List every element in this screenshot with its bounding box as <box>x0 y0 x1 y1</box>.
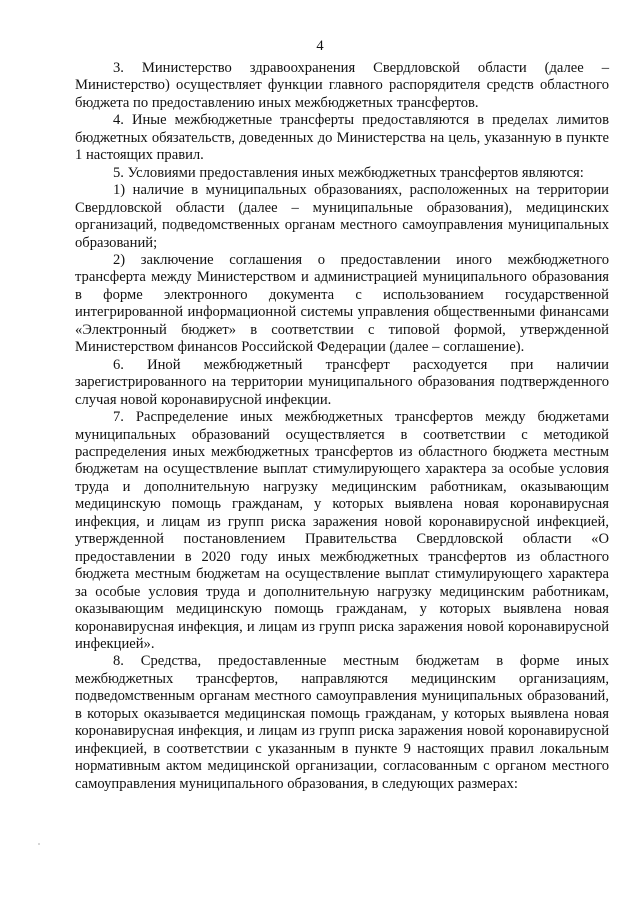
document-body <box>75 60 609 793</box>
scan-speck <box>38 843 40 845</box>
paragraph-item-3: 3. Министерство здравоохранения Свердловской области (далее – Министерство) осуществляет функции главного распорядителя средств областного бюджета по предоставлению иных межбюджетных трансфертов. <box>75 60 609 111</box>
paragraph-item-4: 4. Иные межбюджетные трансферты предоставляются в пределах лимитов бюджетных обязательств, доведенных до Министерства на цель, указанную в пункте 1 настоящих правил. <box>75 112 609 164</box>
paragraph-subitem-1: 1) наличие в муниципальных образованиях, расположенных на территории Свердловской области (далее – муниципальные образования), медицинских организаций, подведомственных органам местного самоуправления муниципальных образований; <box>75 182 609 251</box>
paragraph-item-8: 8. Средства, предоставленные местным бюджетам в форме иных межбюджетных трансфертов, направляются медицинским организациям, подведомственным органам местного самоуправления муниципальных образований, в которых оказывается медицинская помощь гражданам, у которых выявлена новая коронавирусная инфекция, и лицам из групп риска заражения новой коронавирусной инфекцией, в соответствии с указанным в пункте 9 настоящих правил локальным нормативным актом медицинской организации, согласованным с органом местного самоуправления муниципального образования, в следующих размерах: <box>75 653 609 792</box>
paragraph-item-6: 6. Иной межбюджетный трансферт расходуется при наличии зарегистрированного на территории муниципального образования подтвержденного случая новой коронавирусной инфекции. <box>75 356 609 408</box>
paragraph-item-7: 7. Распределение иных межбюджетных трансфертов между бюджетами муниципальных образований осуществляется в соответствии с методикой распределения иных межбюджетных трансфертов из областного бюджета местным бюджетам на осуществление выплат стимулирующего характера за особые условия труда и дополнительную нагрузку медицинским работникам, оказывающим медицинскую помощь гражданам, у которых выявлена новая коронавирусная инфекция, и лицам из групп риска заражения новой коронавирусной инфекцией, утвержденной постановлением Правительства Свердловской области «О предоставлении в 2020 году иных межбюджетных трансфертов из областного бюджета местным бюджетам на осуществление выплат стимулирующего характера за особые условия труда и дополнительную нагрузку медицинским работникам, оказывающим медицинскую помощь гражданам, у которых выявлена новая коронавирусная инфекция, и лицам из групп риска заражения новой коронавирусной инфекцией». <box>75 409 609 652</box>
page-number: 4 <box>316 38 324 54</box>
paragraph-item-5: 5. Условиями предоставления иных межбюджетных трансфертов являются: <box>113 164 584 181</box>
paragraph-subitem-2: 2) заключение соглашения о предоставлении иного межбюджетного трансферта между Министерством и администрацией муниципального образования в форме электронного документа с использованием государственной интегрированной информационной системы управления общественными финансами «Электронный бюджет» в соответствии с типовой формой, утвержденной Министерством финансов Российской Федерации (далее – соглашение). <box>75 251 609 356</box>
